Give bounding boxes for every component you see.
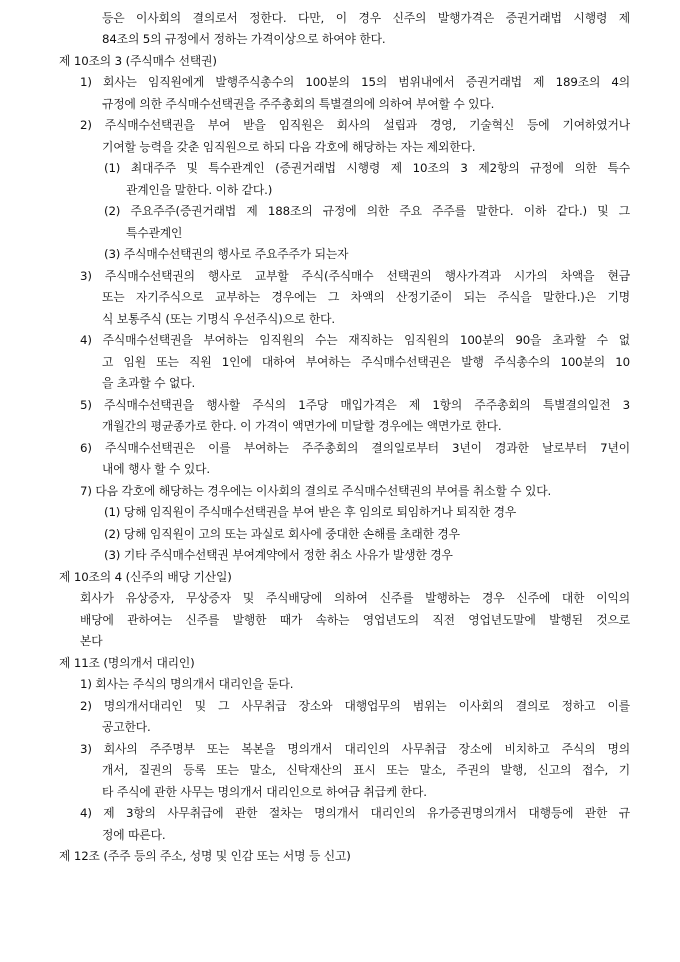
text-line-27: 제 10조의 4 (신주의 배당 기산일)	[59, 570, 232, 584]
text-line-34: 공고한다.	[102, 720, 151, 734]
text-line-7: 기여할 능력을 갖춘 임직원으로 하되 다음 각호에 해당하는 자는 제외한다.	[102, 140, 476, 154]
text-line-4: 1) 회사는 임직원에게 발행주식총수의 100분의 15의 범위내에서 증권거래법 제 189조의 4의	[80, 75, 630, 89]
text-line-13: 3) 주식매수선택권의 행사로 교부할 주식(주식매수 선택권의 행사가격과 시가의 차액을 현금	[80, 269, 630, 283]
text-line-6: 2) 주식매수선택권을 부여 받을 임직원은 회사의 설립과 경영, 기술혁신 등에 기여하였거나	[80, 118, 630, 132]
text-line-12: (3) 주식매수선택권의 행사로 주요주주가 되는자	[104, 247, 349, 261]
text-line-28: 회사가 유상증자, 무상증자 및 주식배당에 의하여 신주를 발행하는 경우 신주에 대한 이익의	[80, 591, 630, 605]
text-line-1: 등은 이사회의 결의로서 정한다. 다만, 이 경우 신주의 발행가격은 증권거래법 시행령 제	[102, 11, 630, 25]
text-line-9: 관계인을 말한다. 이하 같다.)	[126, 183, 273, 197]
text-line-20: 개월간의 평균종가로 한다. 이 가격이 액면가에 미달할 경우에는 액면가로 한다.	[102, 419, 502, 433]
text-line-15: 식 보통주식 (또는 기명식 우선주식)으로 한다.	[102, 312, 335, 326]
text-line-8: (1) 최대주주 및 특수관계인 (증권거래법 시행령 제 10조의 3 제2항의 규정에 의한 특수	[104, 161, 630, 175]
text-line-38: 4) 제 3항의 사무취급에 관한 절차는 명의개서 대리인의 유가증권명의개서 대행등에 관한 규	[80, 806, 630, 820]
text-line-32: 1) 회사는 주식의 명의개서 대리인을 둔다.	[80, 677, 294, 691]
text-line-24: (1) 당해 임직원이 주식매수선택권을 부여 받은 후 임의로 퇴임하거나 퇴직한 경우	[104, 505, 517, 519]
text-line-26: (3) 기타 주식매수선택권 부여계약에서 정한 취소 사유가 발생한 경우	[104, 548, 453, 562]
text-line-11: 특수관계인	[126, 226, 183, 240]
text-line-33: 2) 명의개서대리인 및 그 사무취급 장소와 대행업무의 범위는 이사회의 결의로 정하고 이를	[80, 699, 630, 713]
text-line-18: 을 초과할 수 없다.	[102, 376, 196, 390]
text-line-10: (2) 주요주주(증권거래법 제 188조의 규정에 의한 주요 주주를 말한다. 이하 같다.) 및 그	[104, 204, 630, 218]
text-line-2: 84조의 5의 규정에서 정하는 가격이상으로 하여야 한다.	[102, 32, 386, 46]
text-line-35: 3) 회사의 주주명부 또는 복본을 명의개서 대리인의 사무취급 장소에 비치하고 주식의 명의	[80, 742, 630, 756]
text-line-25: (2) 당해 임직원이 고의 또는 과실로 회사에 중대한 손해를 초래한 경우	[104, 527, 460, 541]
text-line-22: 내에 행사 할 수 있다.	[102, 462, 210, 476]
text-line-14: 또는 자기주식으로 교부하는 경우에는 그 차액의 산정기준이 되는 주식을 말한다.)은 기명	[102, 290, 630, 304]
text-line-31: 제 11조 (명의개서 대리인)	[59, 656, 195, 670]
text-line-5: 규정에 의한 주식매수선택권을 주주총회의 특별결의에 의하여 부여할 수 있다.	[102, 97, 495, 111]
text-line-40: 제 12조 (주주 등의 주소, 성명 및 인감 또는 서명 등 신고)	[59, 849, 351, 863]
text-line-37: 타 주식에 관한 사무는 명의개서 대리인으로 하여금 취급케 한다.	[102, 785, 427, 799]
text-line-36: 개서, 질권의 등록 또는 말소, 신탁재산의 표시 또는 말소, 주권의 발행, 신고의 접수, 기	[102, 763, 630, 777]
text-line-19: 5) 주식매수선택권을 행사할 주식의 1주당 매입가격은 제 1항의 주주총회의 특별결의일전 3	[80, 398, 630, 412]
text-line-23: 7) 다음 각호에 해당하는 경우에는 이사회의 결의로 주식매수선택권의 부여를 취소할 수 있다.	[80, 484, 552, 498]
text-line-39: 정에 따른다.	[102, 828, 166, 842]
text-line-29: 배당에 관하여는 신주를 발행한 때가 속하는 영업년도의 직전 영업년도말에 발행된 것으로	[80, 613, 630, 627]
text-line-21: 6) 주식매수선택권은 이를 부여하는 주주총회의 결의일로부터 3년이 경과한 날로부터 7년이	[80, 441, 630, 455]
text-line-16: 4) 주식매수선택권을 부여하는 임직원의 수는 재직하는 임직원의 100분의 90을 초과할 수 없	[80, 333, 630, 347]
text-line-3: 제 10조의 3 (주식매수 선택권)	[59, 54, 217, 68]
text-line-17: 고 임원 또는 직원 1인에 대하여 부여하는 주식매수선택권은 발행 주식총수의 100분의 10	[102, 355, 630, 369]
text-line-30: 본다	[80, 634, 103, 648]
